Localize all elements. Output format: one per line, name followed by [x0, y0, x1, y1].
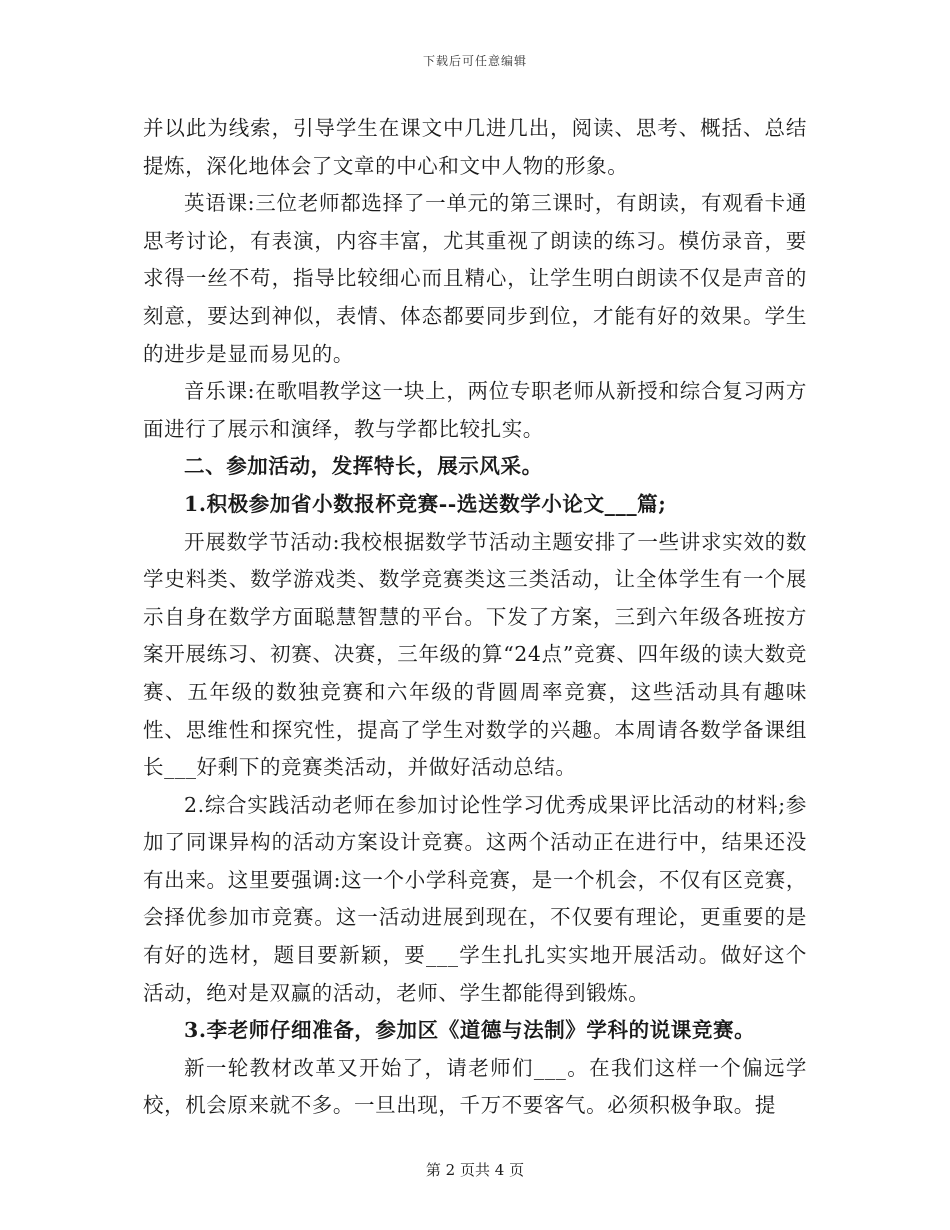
- document-body: [143, 110, 807, 1125]
- subheading-1: 1.积极参加省小数报杯竞赛--选送数学小论文___篇;: [184, 491, 667, 516]
- page-footer: 第 2 页共 4 页: [425, 1161, 525, 1179]
- paragraph-practice-activity: 2.综合实践活动老师在参加讨论性学习优秀成果评比活动的材料;参加了同课异构的活动方案设计竞赛。这两个活动正在进行中，结果还没有出来。这里要强调:这一个小学科竞赛，是一个机会，不仅有区竞赛，会择优参加市竞赛。这一活动进展到现在，不仅要有理论，更重要的是有好的选材，题目要新颖，要___学生扎扎实实地开展活动。做好这个活动，绝对是双赢的活动，老师、学生都能得到锻炼。: [143, 792, 807, 1005]
- section-heading-2: 二、参加活动，发挥特长，展示风采。: [184, 454, 543, 479]
- subheading-3: 3.李老师仔细准备，参加区《道德与法制》学科的说课竞赛。: [184, 1018, 756, 1043]
- page-header: 下载后可任意编辑: [422, 54, 527, 68]
- paragraph-math-festival: 开展数学节活动:我校根据数学节活动主题安排了一些讲求实效的数学史料类、数学游戏类、数学竞赛类这三类活动，让全体学生有一个展示自身在数学方面聪慧智慧的平台。下发了方案，三到六年级各班按方案开展练习、初赛、决赛，三年级的算“24点”竞赛、四年级的读大数竞赛、五年级的数独竞赛和六年级的背圆周率竞赛，这些活动具有趣味性、思维性和探究性，提高了学生对数学的兴趣。本周请各数学备课组长___好剩下的竞赛类活动，并做好活动总结。: [143, 529, 807, 780]
- paragraph-curriculum-reform: 新一轮教材改革又开始了，请老师们___。在我们这样一个偏远学校，机会原来就不多。一旦出现，千万不要客气。必须积极争取。提: [143, 1055, 807, 1118]
- paragraph-1: 并以此为线索，引导学生在课文中几进几出，阅读、思考、概括、总结提炼，深化地体会了文章的中心和文中人物的形象。: [143, 116, 807, 178]
- paragraph-music-class: 音乐课:在歌唱教学这一块上，两位专职老师从新授和综合复习两方面进行了展示和演绎，教与学都比较扎实。: [143, 379, 807, 441]
- paragraph-english-class: 英语课:三位老师都选择了一单元的第三课时，有朗读，有观看卡通思考讨论，有表演，内容丰富，尤其重视了朗读的练习。模仿录音，要求得一丝不苟，指导比较细心而且精心，让学生明白朗读不仅是声音的刻意，要达到神似，表情、体态都要同步到位，才能有好的效果。学生的进步是显而易见的。: [143, 191, 807, 366]
